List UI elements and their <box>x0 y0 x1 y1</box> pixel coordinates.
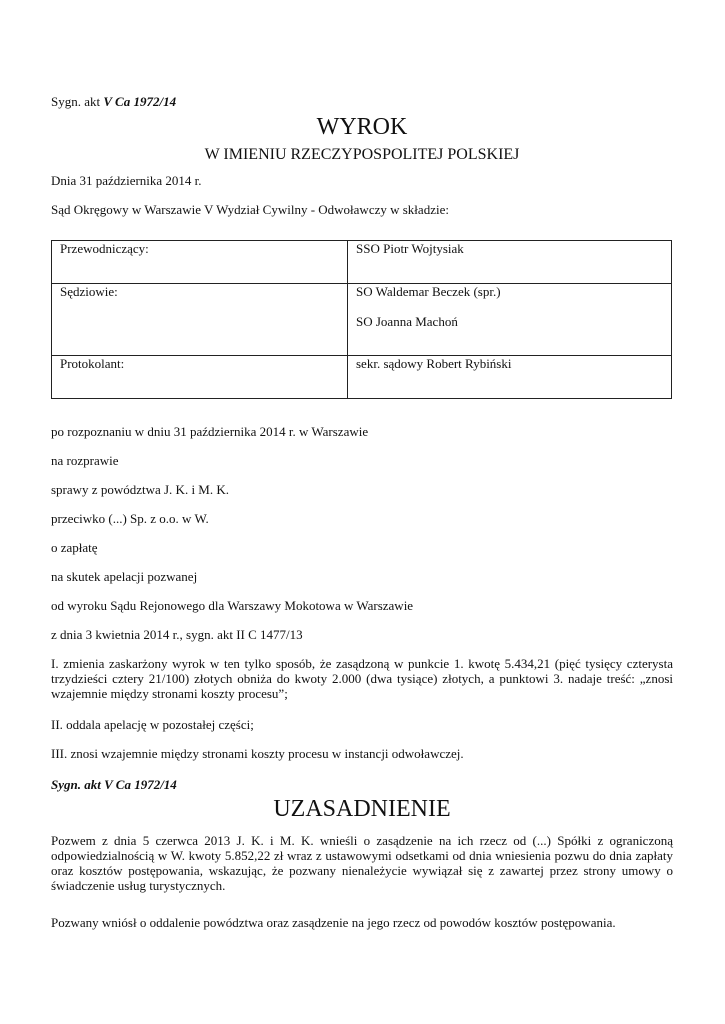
panel-row-judges <box>52 284 672 356</box>
proceedings-line: z dnia 3 kwietnia 2014 r., sygn. akt II C 1477/13 <box>51 627 303 642</box>
clerk-label: Protokolant: <box>52 356 348 399</box>
ruling-point-3: III. znosi wzajemnie między stronami koszty procesu w instancji odwoławczej. <box>51 746 464 761</box>
proceedings-line: o zapłatę <box>51 540 98 555</box>
proceedings-line: na rozprawie <box>51 453 119 468</box>
case-signature <box>51 94 176 109</box>
case-signature-prefix: Sygn. akt <box>51 94 104 109</box>
proceedings-line: sprawy z powództwa J. K. i M. K. <box>51 482 230 497</box>
judgment-title: WYROK <box>316 114 408 140</box>
proceedings-line: na skutek apelacji pozwanej <box>51 569 198 584</box>
presiding-value: SSO Piotr Wojtysiak <box>348 241 672 284</box>
justification-paragraph: Pozwem z dnia 5 czerwca 2013 J. K. i M. K. wnieśli o zasądzenie na ich rzecz od (...) Spółki z ograniczoną odpowiedzialnością w W. kwoty 5.852,22 zł wraz z ustawowymi odsetkami od dnia wniesienia pozwu do dnia zapłaty oraz kosztów postępowania, wskazując, że pozwany nienależycie wywiązał się z zawartej przez strony umowy o świadczenie usług turystycznych. <box>51 833 673 893</box>
proceedings-line: przeciwko (...) Sp. z o.o. w W. <box>51 511 209 526</box>
judge-1: SO Waldemar Beczek (spr.) <box>356 284 501 299</box>
panel-row-presiding <box>52 241 672 284</box>
judges-value <box>348 284 672 356</box>
court-composition: Sąd Okręgowy w Warszawie V Wydział Cywilny - Odwoławczy w składzie: <box>51 202 449 217</box>
proceedings-line: po rozpoznaniu w dniu 31 października 2014 r. w Warszawie <box>51 424 369 439</box>
ruling-point-2: II. oddala apelację w pozostałej części; <box>51 717 254 732</box>
court-panel-table <box>51 240 672 399</box>
judgment-date: Dnia 31 października 2014 r. <box>51 173 202 188</box>
ruling-point-1: I. zmienia zaskarżony wyrok w ten tylko sposób, że zasądzoną w punkcie 1. kwotę 5.434,21 (pięć tysięcy czterysta trzydzieści cztery 21/100) złotych obniża do kwoty 2.000 (dwa tysiące) złotych, a punktowi 3. nadaje treść: „znosi wzajemnie między stronami koszty procesu”; <box>51 656 673 701</box>
panel-row-clerk <box>52 356 672 399</box>
clerk-value: sekr. sądowy Robert Rybiński <box>348 356 672 399</box>
judges-label: Sędziowie: <box>52 284 348 356</box>
judgment-subtitle: W IMIENIU RZECZYPOSPOLITEJ POLSKIEJ <box>204 146 520 163</box>
case-signature-number: V Ca 1972/14 <box>103 94 177 109</box>
justification-title: UZASADNIENIE <box>273 796 451 822</box>
justification-paragraph: Pozwany wniósł o oddalenie powództwa oraz zasądzenie na jego rzecz od powodów kosztów postępowania. <box>51 915 616 930</box>
proceedings-line: od wyroku Sądu Rejonowego dla Warszawy Mokotowa w Warszawie <box>51 598 414 613</box>
presiding-label: Przewodniczący: <box>52 241 348 284</box>
justification-signature: Sygn. akt V Ca 1972/14 <box>51 777 177 792</box>
judge-2: SO Joanna Machoń <box>356 314 458 329</box>
